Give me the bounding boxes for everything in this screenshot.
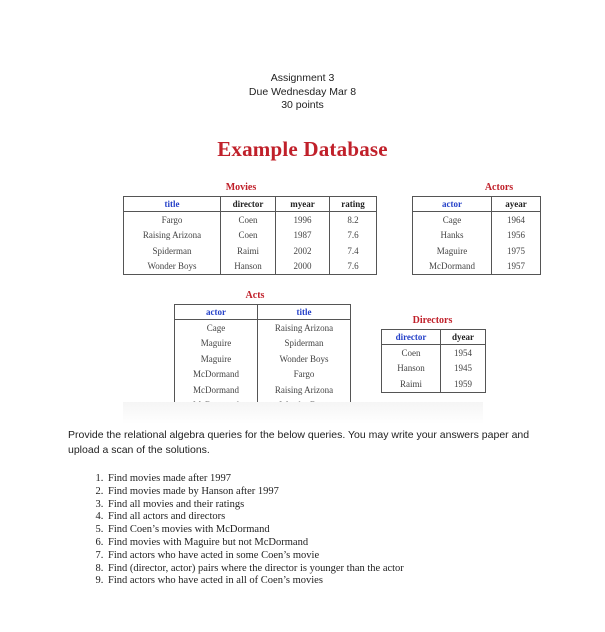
table-cell: Coen: [221, 212, 276, 228]
table-cell: Hanson: [221, 259, 276, 275]
points: 30 points: [281, 99, 324, 111]
directors-col-dyear: dyear: [441, 330, 486, 345]
table-cell: 2002: [276, 243, 330, 259]
list-item: 2. Find movies made by Hanson after 1997: [106, 486, 566, 499]
acts-col-actor: actor: [175, 305, 258, 320]
due-date: Due Wednesday Mar 8: [248, 85, 357, 98]
slide-shadow: [123, 402, 483, 424]
acts-caption: Acts: [245, 290, 265, 301]
table-cell: McDormand: [413, 259, 492, 275]
table-cell: 1956: [507, 230, 525, 241]
table-cell: Cage: [175, 320, 258, 336]
table-row: [175, 367, 350, 383]
table-row: [413, 259, 540, 275]
table-cell: Coen: [382, 345, 441, 361]
table-row: [124, 228, 376, 244]
table-cell: 2000: [276, 259, 330, 275]
table-cell: Wonder Boys: [279, 353, 329, 364]
directors-header-row: [382, 330, 485, 345]
acts-table: [174, 304, 351, 414]
acts-header-row: [175, 305, 350, 320]
actors-table: [412, 196, 541, 275]
table-row: [124, 243, 376, 259]
table-cell: McDormand: [175, 367, 258, 383]
table-cell: Raising Arizona: [124, 228, 221, 244]
actors-caption-text: Actors: [484, 182, 514, 193]
table-row: [382, 345, 485, 361]
table-cell: Maguire: [413, 243, 492, 259]
table-cell: 1964: [507, 214, 525, 225]
page-title: Example Database: [217, 137, 388, 161]
table-cell: Raising Arizona: [274, 384, 334, 395]
table-cell: Spiderman: [124, 243, 221, 259]
table-cell: Spiderman: [284, 338, 324, 349]
table-row: [413, 243, 540, 259]
table-cell: Maguire: [175, 336, 258, 352]
list-item: 1. Find movies made after 1997: [106, 473, 566, 486]
movies-col-title: title: [124, 197, 221, 212]
table-row: [175, 351, 350, 367]
list-item: 8. Find (director, actor) pairs where the director is younger than the actor: [106, 563, 566, 576]
table-cell: Maguire: [175, 351, 258, 367]
table-cell: 7.6: [347, 230, 359, 241]
actors-header-row: [413, 197, 540, 212]
movies-col-rating: rating: [330, 197, 377, 212]
table-cell: Hanks: [413, 228, 492, 244]
table-cell: 8.2: [347, 214, 359, 225]
directors-table: [381, 329, 486, 393]
directors-caption: Directors: [412, 315, 453, 326]
instructions-paragraph: Provide the relational algebra queries for the below queries. You may write your answers paper and upload a scan of the solutions.: [68, 429, 530, 456]
table-cell: Wonder Boys: [124, 259, 221, 275]
table-cell: Hanson: [382, 361, 441, 377]
movies-caption: Movies: [225, 182, 257, 193]
movies-table: [123, 196, 377, 275]
assignment-header: [0, 72, 605, 113]
table-cell: 1987: [276, 228, 330, 244]
actors-col-actor: actor: [413, 197, 492, 212]
table-row: [175, 336, 350, 352]
table-cell: 1945: [454, 363, 472, 374]
table-cell: Raimi: [221, 243, 276, 259]
table-cell: 1959: [454, 378, 472, 389]
table-row: [175, 320, 350, 336]
table-cell: 1996: [276, 212, 330, 228]
list-item: 7. Find actors who have acted in some Coen’s movie: [106, 550, 566, 563]
table-row: [175, 382, 350, 398]
table-row: [413, 228, 540, 244]
table-cell: Fargo: [124, 212, 221, 228]
table-cell: 7.6: [347, 261, 359, 272]
assignment-title: Assignment 3: [270, 72, 335, 84]
table-row: [382, 361, 485, 377]
table-cell: 1975: [507, 245, 525, 256]
table-cell: Raimi: [382, 376, 441, 392]
table-cell: Fargo: [293, 369, 315, 380]
table-row: [124, 212, 376, 228]
movies-col-myear: myear: [276, 197, 330, 212]
list-item: 9. Find actors who have acted in all of Coen’s movies: [106, 575, 566, 588]
acts-col-title: title: [258, 305, 351, 320]
list-item: 4. Find all actors and directors: [106, 511, 566, 524]
table-cell: Cage: [413, 212, 492, 228]
table-cell: 1954: [454, 347, 472, 358]
movies-header-row: [124, 197, 376, 212]
actors-caption: [412, 182, 538, 193]
table-cell: Coen: [221, 228, 276, 244]
table-cell: Raising Arizona: [274, 322, 334, 333]
movies-col-director: director: [221, 197, 276, 212]
table-cell: McDormand: [175, 382, 258, 398]
table-row: [382, 376, 485, 392]
directors-col-director: director: [382, 330, 441, 345]
table-row: [413, 212, 540, 228]
queries-list: [68, 473, 566, 588]
table-cell: 1957: [507, 261, 525, 272]
table-cell: 7.4: [347, 245, 359, 256]
table-row: [124, 259, 376, 275]
list-item: 3. Find all movies and their ratings: [106, 499, 566, 512]
list-item: 6. Find movies with Maguire but not McDormand: [106, 537, 566, 550]
actors-col-ayear: ayear: [492, 197, 541, 212]
list-item: 5. Find Coen’s movies with McDormand: [106, 524, 566, 537]
